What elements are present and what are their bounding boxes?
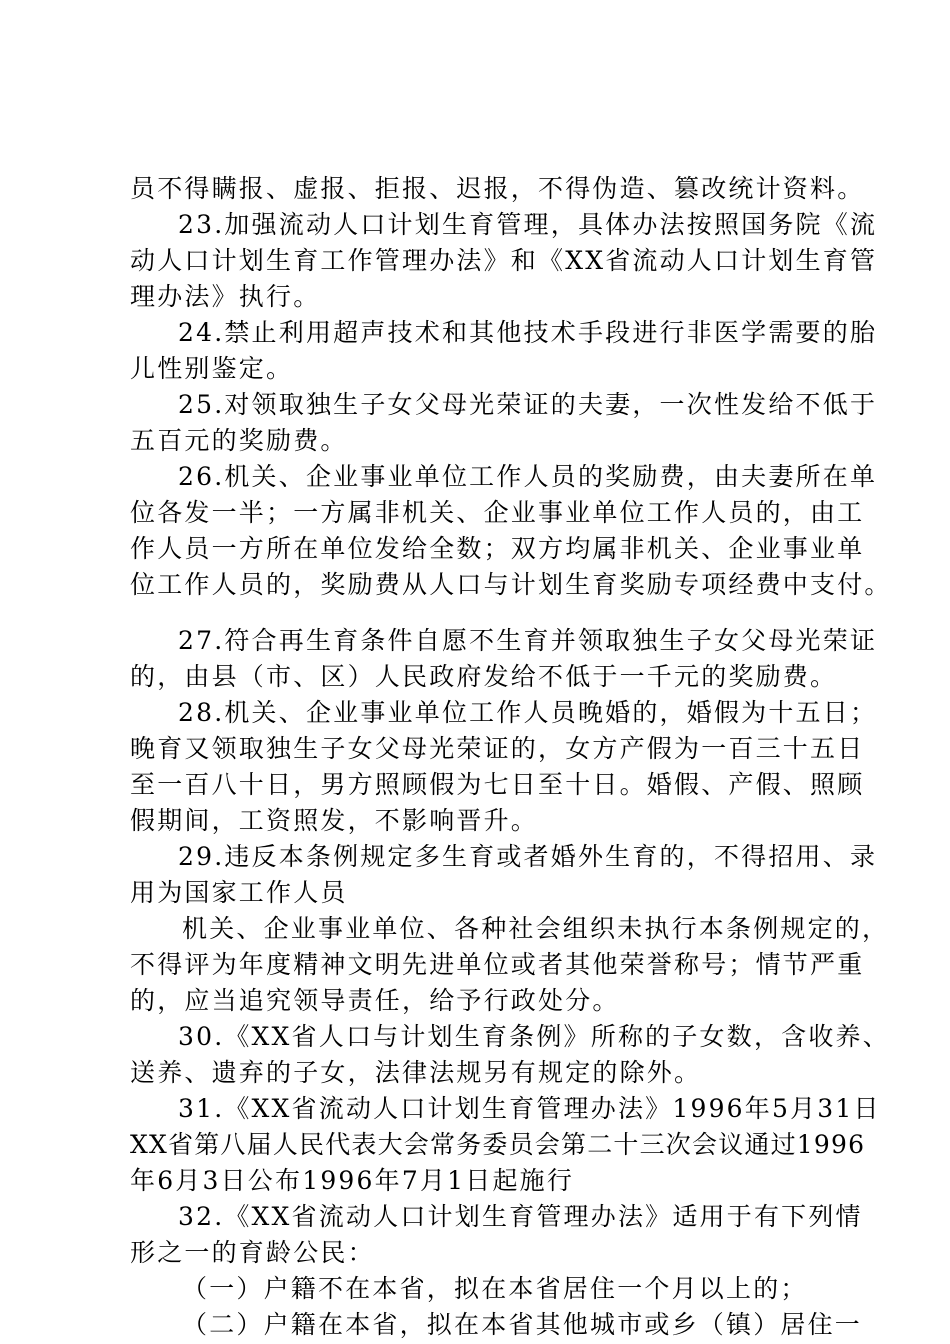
text-line: 作人员一方所在单位发给全数；双方均属非机关、企业事业单 [130,534,865,563]
text-line: 至一百八十日，男方照顾假为七日至十日。婚假、产假、照顾 [130,770,865,799]
text-line: 23.加强流动人口计划生育管理，具体办法按照国务院《流 [178,210,878,239]
text-line: XX省第八届人民代表大会常务委员会第二十三次会议通过1996 [130,1130,866,1159]
text-line: 五百元的奖励费。 [130,426,348,455]
text-line: 晚育又领取独生子女父母光荣证的，女方产假为一百三十五日 [130,734,865,763]
text-line: 形之一的育龄公民： [130,1238,375,1267]
text-line: 员不得瞒报、虚报、拒报、迟报，不得伪造、篡改统计资料。 [130,174,865,203]
text-line: 不得评为年度精神文明先进单位或者其他荣誉称号；情节严重 [130,950,865,979]
text-line: 30.《XX省人口与计划生育条例》所称的子女数，含收养、 [178,1022,890,1051]
text-line: 24.禁止利用超声技术和其他技术手段进行非医学需要的胎 [178,318,878,347]
text-line: 的，由县（市、区）人民政府发给不低于一千元的奖励费。 [130,662,838,691]
text-line: 机关、企业事业单位、各种社会组织未执行本条例规定的， [182,914,890,943]
text-line: （二）户籍在本省，拟在本省其他城市或乡（镇）居住一 [182,1310,863,1339]
text-line: 年6月3日公布1996年7月1日起施行 [130,1166,575,1195]
text-line: （一）户籍不在本省，拟在本省居住一个月以上的； [182,1274,808,1303]
text-line: 的，应当追究领导责任，给予行政处分。 [130,986,620,1015]
text-line: 27.符合再生育条件自愿不生育并领取独生子女父母光荣证 [178,626,878,655]
text-line: 儿性别鉴定。 [130,354,294,383]
text-line: 用为国家工作人员 [130,878,348,907]
text-line: 位工作人员的，奖励费从人口与计划生育奖励专项经费中支付。 [130,570,892,599]
text-line: 26.机关、企业事业单位工作人员的奖励费，由夫妻所在单 [178,462,878,491]
text-line: 送养、遗弃的子女，法律法规另有规定的除外。 [130,1058,702,1087]
text-line: 25.对领取独生子女父母光荣证的夫妻，一次性发给不低于 [178,390,878,419]
text-line: 31.《XX省流动人口计划生育管理办法》1996年5月31日 [178,1094,881,1123]
text-line: 位各发一半；一方属非机关、企业事业单位工作人员的，由工 [130,498,865,527]
text-line: 理办法》执行。 [130,282,321,311]
text-line: 28.机关、企业事业单位工作人员晚婚的，婚假为十五日； [178,698,878,727]
text-line: 动人口计划生育工作管理办法》和《XX省流动人口计划生育管 [130,246,878,275]
text-line: 假期间，工资照发，不影响晋升。 [130,806,539,835]
text-line: 32.《XX省流动人口计划生育管理办法》适用于有下列情 [178,1202,863,1231]
text-line: 29.违反本条例规定多生育或者婚外生育的，不得招用、录 [178,842,878,871]
